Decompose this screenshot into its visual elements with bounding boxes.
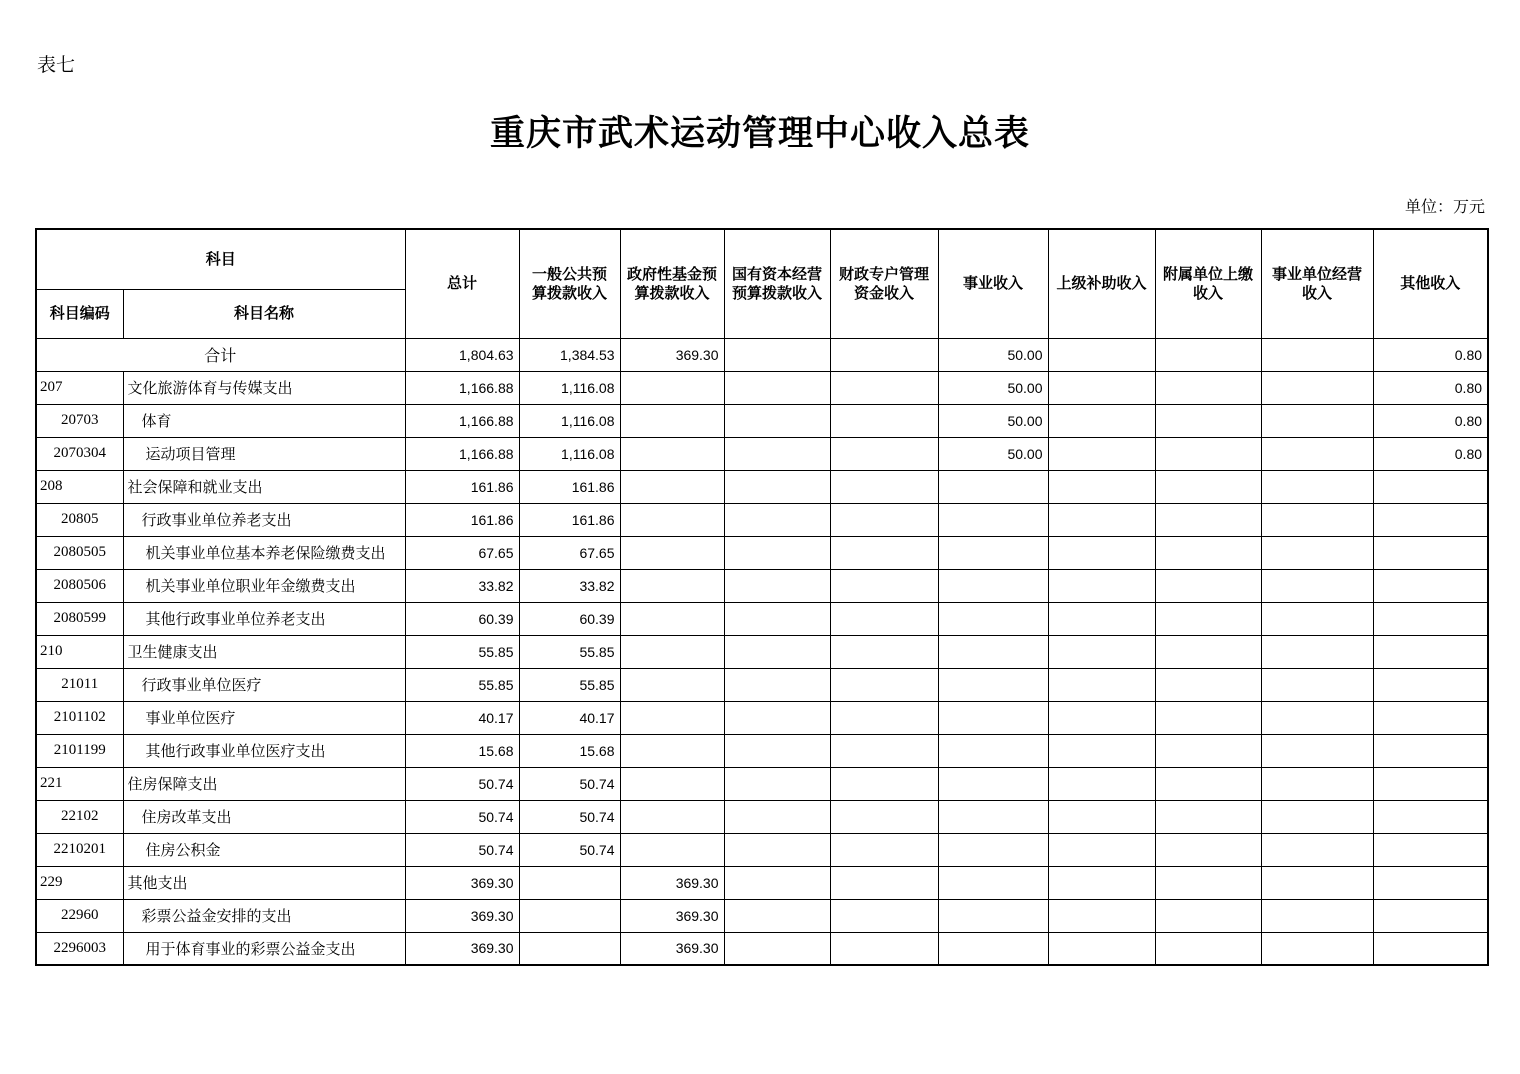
value-cell [1048,503,1155,536]
value-cell [1261,602,1373,635]
table-row [36,734,1488,767]
value-cell [1155,470,1261,503]
subject-name-cell: 卫生健康支出 [123,635,405,668]
table-row [36,899,1488,932]
value-cell: 67.65 [519,536,620,569]
value-cell: 50.74 [519,833,620,866]
value-cell [1048,932,1155,965]
value-cell [724,701,830,734]
value-cell: 55.85 [405,635,519,668]
value-cell [1261,701,1373,734]
table-row [36,404,1488,437]
value-cell: 50.00 [938,371,1048,404]
value-cell: 50.00 [938,404,1048,437]
value-cell [519,932,620,965]
table-row [36,767,1488,800]
value-cell [1261,569,1373,602]
value-cell [724,833,830,866]
value-cell [724,437,830,470]
value-cell [724,734,830,767]
value-cell: 15.68 [519,734,620,767]
value-cell [724,668,830,701]
table-row [36,701,1488,734]
value-cell [620,701,724,734]
value-cell [1048,470,1155,503]
value-cell [938,932,1048,965]
value-cell [1373,503,1488,536]
value-cell [1155,602,1261,635]
value-cell [620,668,724,701]
value-cell: 0.80 [1373,371,1488,404]
value-cell [1048,866,1155,899]
subject-name-cell: 文化旅游体育与传媒支出 [123,371,405,404]
value-cell: 40.17 [519,701,620,734]
value-cell [938,503,1048,536]
value-cell [1373,668,1488,701]
value-cell [1261,371,1373,404]
value-cell: 50.00 [938,338,1048,371]
value-cell [620,470,724,503]
value-cell [938,899,1048,932]
value-cell: 161.86 [519,470,620,503]
value-cell [830,371,938,404]
value-cell [1048,536,1155,569]
value-cell: 60.39 [405,602,519,635]
value-cell [1261,470,1373,503]
value-cell [938,536,1048,569]
subject-code-cell: 2070304 [36,437,123,470]
value-cell [620,371,724,404]
subject-code-cell: 21011 [36,668,123,701]
value-cell [620,833,724,866]
value-cell [1155,800,1261,833]
value-cell [1048,635,1155,668]
subject-name-cell: 用于体育事业的彩票公益金支出 [123,932,405,965]
value-cell [1155,635,1261,668]
value-cell [1373,635,1488,668]
value-cell [519,866,620,899]
value-cell [1261,734,1373,767]
value-cell [1373,800,1488,833]
table-row [36,371,1488,404]
value-cell: 1,166.88 [405,371,519,404]
value-cell [620,800,724,833]
table-row [36,668,1488,701]
table-row [36,932,1488,965]
value-cell [620,404,724,437]
value-cell: 369.30 [405,932,519,965]
income-table [35,228,1489,966]
subject-name-cell: 行政事业单位养老支出 [123,503,405,536]
value-cell [830,536,938,569]
value-cell [830,404,938,437]
value-cell [519,899,620,932]
header-column: 事业收入 [938,229,1048,338]
value-cell [620,767,724,800]
value-cell [1155,866,1261,899]
value-cell: 369.30 [620,932,724,965]
table-header [36,229,1488,338]
value-cell [1373,701,1488,734]
value-cell [724,866,830,899]
value-cell: 67.65 [405,536,519,569]
value-cell [620,635,724,668]
value-cell [830,635,938,668]
value-cell [1261,338,1373,371]
value-cell: 33.82 [405,569,519,602]
subject-name-cell: 行政事业单位医疗 [123,668,405,701]
table-number-label: 表七 [37,55,76,76]
subject-code-cell: 229 [36,866,123,899]
value-cell [830,734,938,767]
value-cell [1261,437,1373,470]
subject-code-cell: 20703 [36,404,123,437]
value-cell [724,767,830,800]
value-cell [724,932,830,965]
subject-name-cell: 体育 [123,404,405,437]
header-column: 其他收入 [1373,229,1488,338]
value-cell [830,338,938,371]
value-cell [1261,767,1373,800]
value-cell [938,569,1048,602]
value-cell: 55.85 [519,668,620,701]
table-row [36,800,1488,833]
subject-code-cell: 2296003 [36,932,123,965]
header-subject-name: 科目名称 [123,289,405,338]
value-cell [1048,833,1155,866]
value-cell [1155,701,1261,734]
value-cell: 40.17 [405,701,519,734]
page-title: 重庆市武术运动管理中心收入总表 [489,114,1030,153]
table-row [36,437,1488,470]
subject-code-cell: 2080506 [36,569,123,602]
value-cell [1048,404,1155,437]
value-cell [620,437,724,470]
header-column: 上级补助收入 [1048,229,1155,338]
value-cell [938,602,1048,635]
value-cell [1048,701,1155,734]
table-row [36,833,1488,866]
header-column: 一般公共预算拨款收入 [519,229,620,338]
value-cell [1048,602,1155,635]
subject-code-cell: 208 [36,470,123,503]
value-cell: 1,804.63 [405,338,519,371]
value-cell: 1,166.88 [405,404,519,437]
value-cell [724,503,830,536]
value-cell [1155,371,1261,404]
value-cell [938,734,1048,767]
value-cell [938,470,1048,503]
value-cell: 1,116.08 [519,437,620,470]
value-cell [1155,932,1261,965]
table-row [36,602,1488,635]
value-cell [724,569,830,602]
subject-code-cell: 20805 [36,503,123,536]
subject-name-cell: 其他支出 [123,866,405,899]
header-row-1 [36,229,1488,289]
subject-code-cell: 210 [36,635,123,668]
value-cell [1261,932,1373,965]
value-cell [938,800,1048,833]
value-cell [1155,899,1261,932]
subject-code-cell: 221 [36,767,123,800]
value-cell [620,734,724,767]
value-cell: 1,116.08 [519,404,620,437]
value-cell [1373,536,1488,569]
value-cell [1373,932,1488,965]
subject-name-cell: 住房改革支出 [123,800,405,833]
value-cell [1155,503,1261,536]
value-cell [1048,437,1155,470]
header-column: 财政专户管理资金收入 [830,229,938,338]
subject-code-cell: 207 [36,371,123,404]
value-cell [620,602,724,635]
value-cell [1261,503,1373,536]
table-body [36,338,1488,965]
value-cell [1373,767,1488,800]
subject-code-cell: 2101102 [36,701,123,734]
value-cell [1261,668,1373,701]
value-cell [724,536,830,569]
table-row [36,866,1488,899]
subject-code-cell: 2101199 [36,734,123,767]
value-cell: 1,116.08 [519,371,620,404]
value-cell: 1,166.88 [405,437,519,470]
value-cell [1373,866,1488,899]
value-cell: 369.30 [620,866,724,899]
value-cell: 161.86 [405,470,519,503]
value-cell [724,602,830,635]
value-cell [1155,404,1261,437]
subject-code-cell: 22102 [36,800,123,833]
value-cell [1155,569,1261,602]
value-cell [1048,371,1155,404]
subject-name-cell: 社会保障和就业支出 [123,470,405,503]
value-cell [938,767,1048,800]
value-cell: 60.39 [519,602,620,635]
value-cell [620,536,724,569]
value-cell [1048,734,1155,767]
value-cell [830,932,938,965]
value-cell [1155,437,1261,470]
value-cell [724,800,830,833]
value-cell [1048,569,1155,602]
value-cell: 0.80 [1373,437,1488,470]
value-cell [1373,734,1488,767]
value-cell [1155,338,1261,371]
value-cell [1155,536,1261,569]
header-subject-code: 科目编码 [36,289,123,338]
value-cell [1373,569,1488,602]
value-cell: 15.68 [405,734,519,767]
total-label-cell: 合计 [36,338,405,371]
value-cell [830,668,938,701]
value-cell [724,635,830,668]
value-cell: 1,384.53 [519,338,620,371]
value-cell [830,866,938,899]
value-cell: 369.30 [620,338,724,371]
value-cell: 0.80 [1373,338,1488,371]
value-cell [1048,668,1155,701]
table-row [36,569,1488,602]
value-cell [1261,404,1373,437]
header-column: 国有资本经营预算拨款收入 [724,229,830,338]
value-cell [830,602,938,635]
value-cell [830,470,938,503]
header-column: 附属单位上缴收入 [1155,229,1261,338]
value-cell [1373,833,1488,866]
value-cell [830,701,938,734]
subject-name-cell: 机关事业单位基本养老保险缴费支出 [123,536,405,569]
value-cell [830,800,938,833]
value-cell: 161.86 [405,503,519,536]
value-cell [1155,668,1261,701]
value-cell [1373,899,1488,932]
value-cell [938,866,1048,899]
value-cell: 369.30 [620,899,724,932]
header-column: 事业单位经营收入 [1261,229,1373,338]
value-cell [1261,866,1373,899]
value-cell [724,338,830,371]
subject-name-cell: 事业单位医疗 [123,701,405,734]
header-column: 政府性基金预算拨款收入 [620,229,724,338]
total-row [36,338,1488,371]
value-cell [830,437,938,470]
value-cell: 50.74 [405,767,519,800]
value-cell: 33.82 [519,569,620,602]
value-cell [1155,767,1261,800]
value-cell [1373,602,1488,635]
table-row [36,536,1488,569]
header-column: 总计 [405,229,519,338]
subject-name-cell: 住房公积金 [123,833,405,866]
subject-name-cell: 住房保障支出 [123,767,405,800]
value-cell [1048,899,1155,932]
subject-code-cell: 22960 [36,899,123,932]
value-cell [1261,800,1373,833]
value-cell [830,503,938,536]
value-cell [938,635,1048,668]
value-cell: 55.85 [405,668,519,701]
value-cell [830,569,938,602]
value-cell: 369.30 [405,866,519,899]
value-cell: 50.74 [519,800,620,833]
subject-code-cell: 2210201 [36,833,123,866]
subject-name-cell: 其他行政事业单位养老支出 [123,602,405,635]
value-cell [620,503,724,536]
subject-name-cell: 机关事业单位职业年金缴费支出 [123,569,405,602]
value-cell [1048,800,1155,833]
subject-code-cell: 2080505 [36,536,123,569]
value-cell [1261,635,1373,668]
unit-note: 单位：万元 [1404,199,1485,216]
value-cell [1155,833,1261,866]
table-row [36,635,1488,668]
value-cell [830,833,938,866]
value-cell [1048,767,1155,800]
value-cell [830,767,938,800]
value-cell: 50.74 [405,800,519,833]
value-cell [1373,470,1488,503]
value-cell [724,470,830,503]
value-cell [830,899,938,932]
value-cell [938,701,1048,734]
value-cell [620,569,724,602]
subject-code-cell: 2080599 [36,602,123,635]
value-cell [938,833,1048,866]
table-row [36,503,1488,536]
table-row [36,470,1488,503]
value-cell: 50.74 [405,833,519,866]
value-cell: 369.30 [405,899,519,932]
value-cell [724,404,830,437]
subject-name-cell: 运动项目管理 [123,437,405,470]
header-subject: 科目 [36,229,405,289]
value-cell [1261,833,1373,866]
subject-name-cell: 彩票公益金安排的支出 [123,899,405,932]
subject-name-cell: 其他行政事业单位医疗支出 [123,734,405,767]
value-cell [1048,338,1155,371]
value-cell [724,899,830,932]
value-cell [1155,734,1261,767]
value-cell: 50.74 [519,767,620,800]
value-cell [938,668,1048,701]
value-cell: 161.86 [519,503,620,536]
value-cell: 55.85 [519,635,620,668]
value-cell [724,371,830,404]
value-cell: 0.80 [1373,404,1488,437]
value-cell [1261,536,1373,569]
value-cell: 50.00 [938,437,1048,470]
value-cell [1261,899,1373,932]
